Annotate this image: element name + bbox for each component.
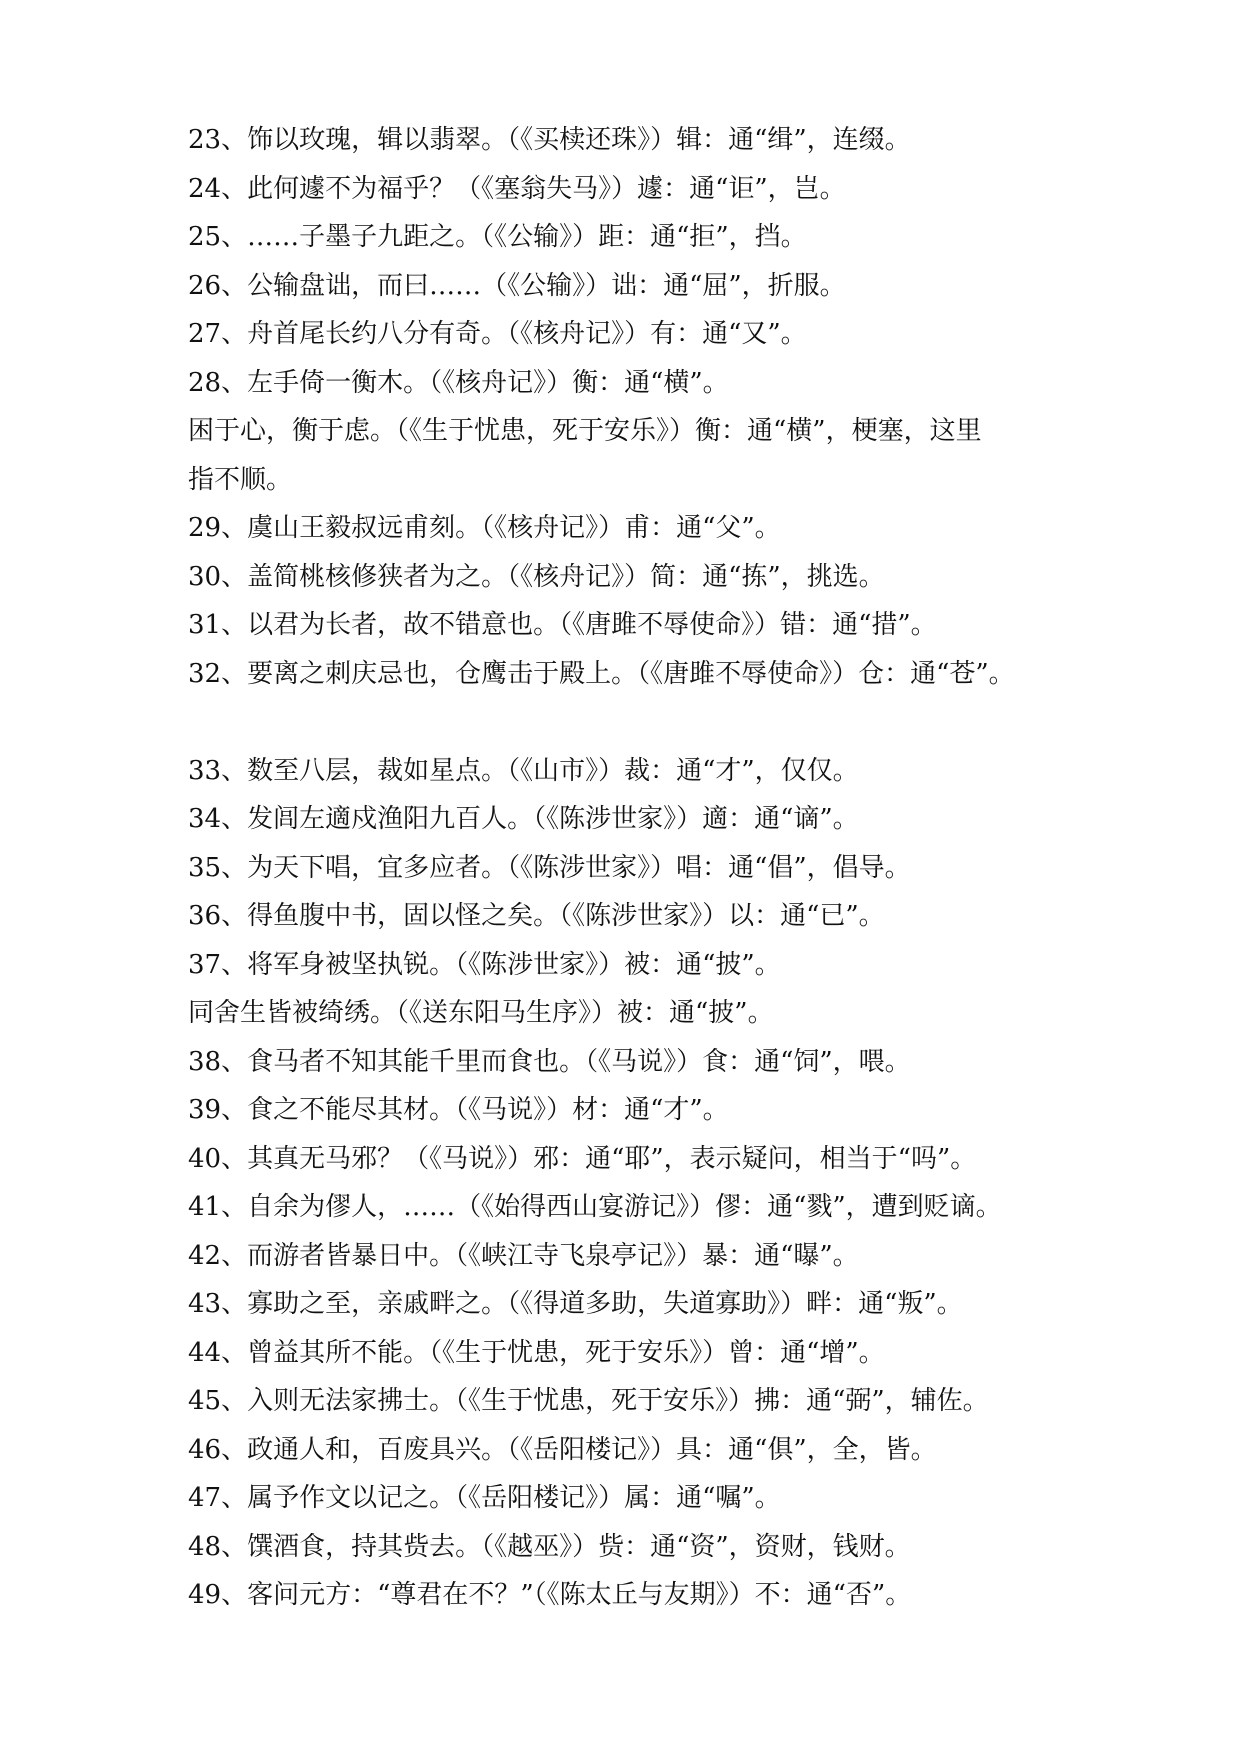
entry-line: 26、公输盘诎，而曰……（《公输》）诎：通“屈”，折服。 <box>188 270 846 301</box>
entries-group-2 <box>188 747 1188 1620</box>
entry-line: 45、入则无法家拂士。（《生于忧患，死于安乐》）拂：通“弼”，辅佐。 <box>188 1386 989 1416</box>
entry-line: 28、左手倚一衡木。（《核舟记》）衡：通“横”。 <box>188 367 729 398</box>
entry-line: 32、要离之刺庆忌也，仓鹰击于殿上。（《唐雎不辱使命》）仓：通“苍”。 <box>188 658 1015 689</box>
entry-line: 48、馔酒食，持其赀去。（《越巫》）赀：通“资”，资财，钱财。 <box>188 1531 911 1562</box>
entry-line: 29、虞山王毅叔远甫刻。（《核舟记》）甫：通“父”。 <box>188 513 781 543</box>
entry-line: 25、……子墨子九距之。（《公输》）距：通“拒”，挡。 <box>188 222 807 252</box>
entry-line: 35、为天下唱，宜多应者。（《陈涉世家》）唱：通“倡”，倡导。 <box>188 852 911 883</box>
entry-line: 37、将军身被坚执锐。（《陈涉世家》）被：通“披”。 <box>188 949 781 980</box>
entry-line: 39、食之不能尽其材。（《马说》）材：通“才”。 <box>188 1095 729 1125</box>
document-page <box>188 116 1188 1620</box>
entry-line: 30、盖简桃核修狭者为之。（《核舟记》）简：通“拣”，挑选。 <box>188 561 885 592</box>
entry-line-continued: 指不顺。 <box>188 464 293 495</box>
entry-line: 41、自余为僇人，……（《始得西山宴游记》）僇：通“戮”，遭到贬谪。 <box>188 1192 1002 1222</box>
entry-line: 困于心，衡于虑。（《生于忧患，死于安乐》）衡：通“横”，梗塞，这里 <box>188 416 982 446</box>
entries-group-1 <box>188 116 1188 698</box>
entry-line: 同舍生皆被绮绣。（《送东阳马生序》）被：通“披”。 <box>188 998 774 1028</box>
entry-line: 33、数至八层，裁如星点。（《山市》）裁：通“才”，仅仅。 <box>188 755 859 786</box>
entry-line: 40、其真无马邪？（《马说》）邪：通“耶”，表示疑问，相当于“吗”。 <box>188 1143 977 1174</box>
entry-line: 36、得鱼腹中书，固以怪之矣。（《陈涉世家》）以：通“已”。 <box>188 901 885 931</box>
entry-line: 43、寡助之至，亲戚畔之。（《得道多助，失道寡助》）畔：通“叛”。 <box>188 1289 963 1319</box>
entry-line: 46、政通人和，百废具兴。（《岳阳楼记》）具：通“俱”，全，皆。 <box>188 1434 937 1465</box>
entry-line: 44、曾益其所不能。（《生于忧患，死于安乐》）曾：通“增”。 <box>188 1337 885 1368</box>
entry-line: 27、舟首尾长约八分有奇。（《核舟记》）有：通“又”。 <box>188 319 807 349</box>
entry-line: 42、而游者皆暴日中。（《峡江寺飞泉亭记》）暴：通“曝”。 <box>188 1240 859 1271</box>
blank-line <box>188 698 1188 747</box>
entry-line: 24、此何遽不为福乎？（《塞翁失马》）遽：通“讵”，岂。 <box>188 173 846 204</box>
entry-line: 31、以君为长者，故不错意也。（《唐雎不辱使命》）错：通“措”。 <box>188 610 937 640</box>
entry-line: 47、属予作文以记之。（《岳阳楼记》）属：通“嘱”。 <box>188 1483 781 1513</box>
entry-line: 23、饰以玫瑰，辑以翡翠。（《买椟还珠》）辑：通“缉”，连缀。 <box>188 125 911 155</box>
entry-line: 49、客问元方：“尊君在不？”（《陈太丘与友期》）不：通“否”。 <box>188 1580 912 1610</box>
entry-line: 38、食马者不知其能千里而食也。（《马说》）食：通“饲”，喂。 <box>188 1046 911 1077</box>
entry-line: 34、发闾左適戍渔阳九百人。（《陈涉世家》）適：通“谪”。 <box>188 804 859 834</box>
